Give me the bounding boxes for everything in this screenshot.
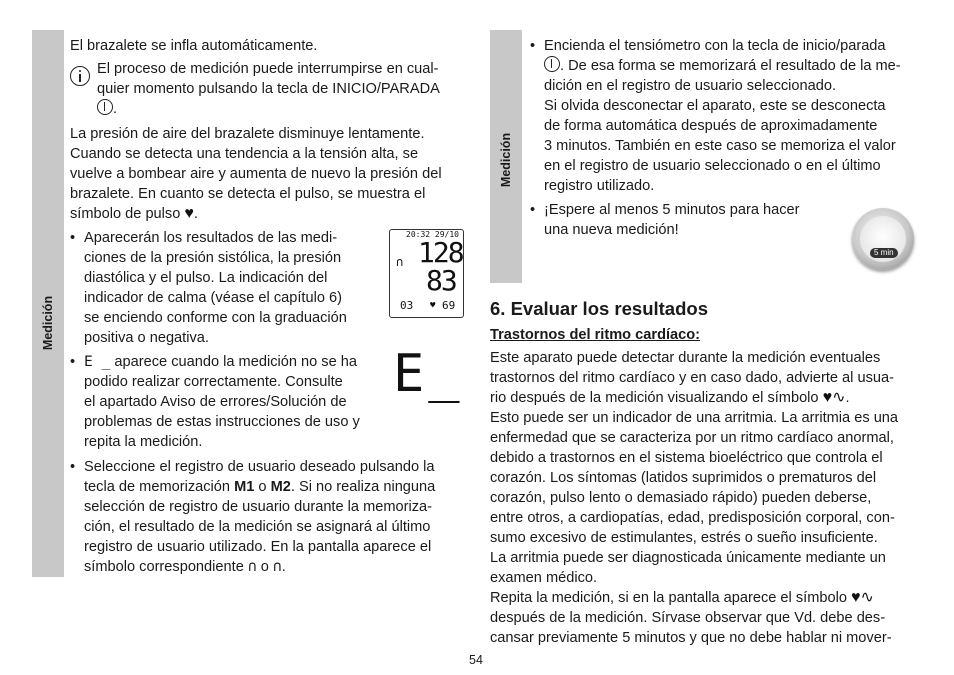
info-icon — [70, 66, 90, 86]
cuff-inflate-text: El brazalete se infla automáticamente. — [70, 38, 318, 54]
pressure-paragraph: La presión de aire del brazalete disminuye lentamente. Cuando se detecta una tendencia a la tensión alta, se vuelve a bombear aire y aumenta de nuevo la presión del brazalete. En cuanto se detecta el pulso, se muestra el símbolo de pulso ♥. — [70, 126, 442, 222]
user-select-bullet: • Seleccione el registro de usuario deseado pulsando la tecla de memorización M1 o M2. Si no realiza ninguna selección de registro de usuario durante la memoriza- ción, el resultado de la medición se asignará al último registro de usuario utilizado. En la pantalla aparece el símbolo correspondiente ∩ o ∩. — [70, 459, 436, 575]
lcd-display — [389, 229, 464, 318]
arrhythmia-paragraph: Este aparato puede detectar durante la medición eventuales trastornos del ritmo cardíaco y en caso dado, advierte al usua- rio después de la medición visualizando el símbolo ♥∿. Esto puede ser un indicador de una arritmia. La arritmia es una enfermedad que se caracteriza por un ritmo cardíaco anormal, debido a trastornos en el sistema bioeléctrico que controla el corazón. Los síntomas (latidos suprimidos o prematuros del corazón, pulso lento o demasiado rápido) pueden deberse, entre otros, a cardiopatías, edad, predisposición corporal, con- sumo excesivo de estimulantes, estrés o sueño insuficiente. La arritmia puede ser diagnosticada únicamente mediante un examen médico. Repita la medición, si en la pantalla aparece el símbolo ♥∿ después de la medición. Sírvase observar que Vd. debe des- cansar previamente 5 minutos y que no debe hablar ni mover- — [490, 350, 899, 646]
right-section-tab-label: Medición — [499, 132, 513, 188]
lcd-time: 20:32 29/10 — [406, 230, 459, 239]
heart-icon: ♥ — [184, 205, 194, 222]
results-bullet: • Aparecerán los resultados de las medi- ciones de la presión sistólica, la presión diastólica y el pulso. La indicación del indicador de calma (véase el capítulo 6) se enciendo conforme con la graduación positiva o negativa. — [70, 230, 347, 346]
section-title: 6. Evaluar los resultados — [490, 298, 708, 319]
lcd-pulse: 69 — [442, 299, 456, 312]
user2-icon: ∩ — [272, 558, 282, 575]
timer-label: 5 min — [870, 248, 898, 258]
error-display: E_ — [393, 344, 464, 404]
lcd-systolic: 128 — [418, 236, 463, 269]
user1-icon: ∩ — [247, 558, 257, 575]
error-symbol: E _ — [84, 353, 111, 370]
lcd-memory: 03 — [400, 299, 414, 312]
left-section-tab — [32, 30, 64, 577]
lcd-heart-icon: ♥ — [430, 301, 436, 311]
power-icon — [544, 56, 560, 72]
info-note: El proceso de medición puede interrumpirse en cual- quier momento pulsando la tecla de INICIO/PARADA . — [97, 61, 440, 117]
right-section-tab — [490, 30, 522, 283]
power-bullet: • Encienda el tensiómetro con la tecla de inicio/parada . De esa forma se memorizará el resultado de la me- dición en el registro de usuario seleccionado. Si olvida desconectar el aparato, este se desconecta de forma automática después de aproximadamente 3 minutos. También en este caso se memoriza el valor en el registro de usuario seleccionado o en el último registro utilizado. — [530, 38, 901, 194]
lcd-diastolic: 83 — [426, 264, 456, 297]
power-icon — [97, 99, 113, 115]
timer-icon — [852, 208, 914, 270]
wait-bullet: • ¡Espere al menos 5 minutos para hacer una nueva medición! — [530, 202, 800, 238]
error-bullet: • E _ aparece cuando la medición no se ha podido realizar correctamente. Consulte el apartado Aviso de errores/Solución de problemas de estas instrucciones de uso y repita la medición. — [70, 353, 360, 450]
left-section-tab-label: Medición — [41, 295, 55, 351]
sub-title: Trastornos del ritmo cardíaco: — [490, 327, 701, 343]
arrhythmia-icon: ♥∿ — [851, 589, 874, 606]
user-icon: ∩ — [396, 255, 404, 269]
arrhythmia-icon: ♥∿ — [822, 389, 846, 406]
page-number: 54 — [469, 653, 483, 667]
